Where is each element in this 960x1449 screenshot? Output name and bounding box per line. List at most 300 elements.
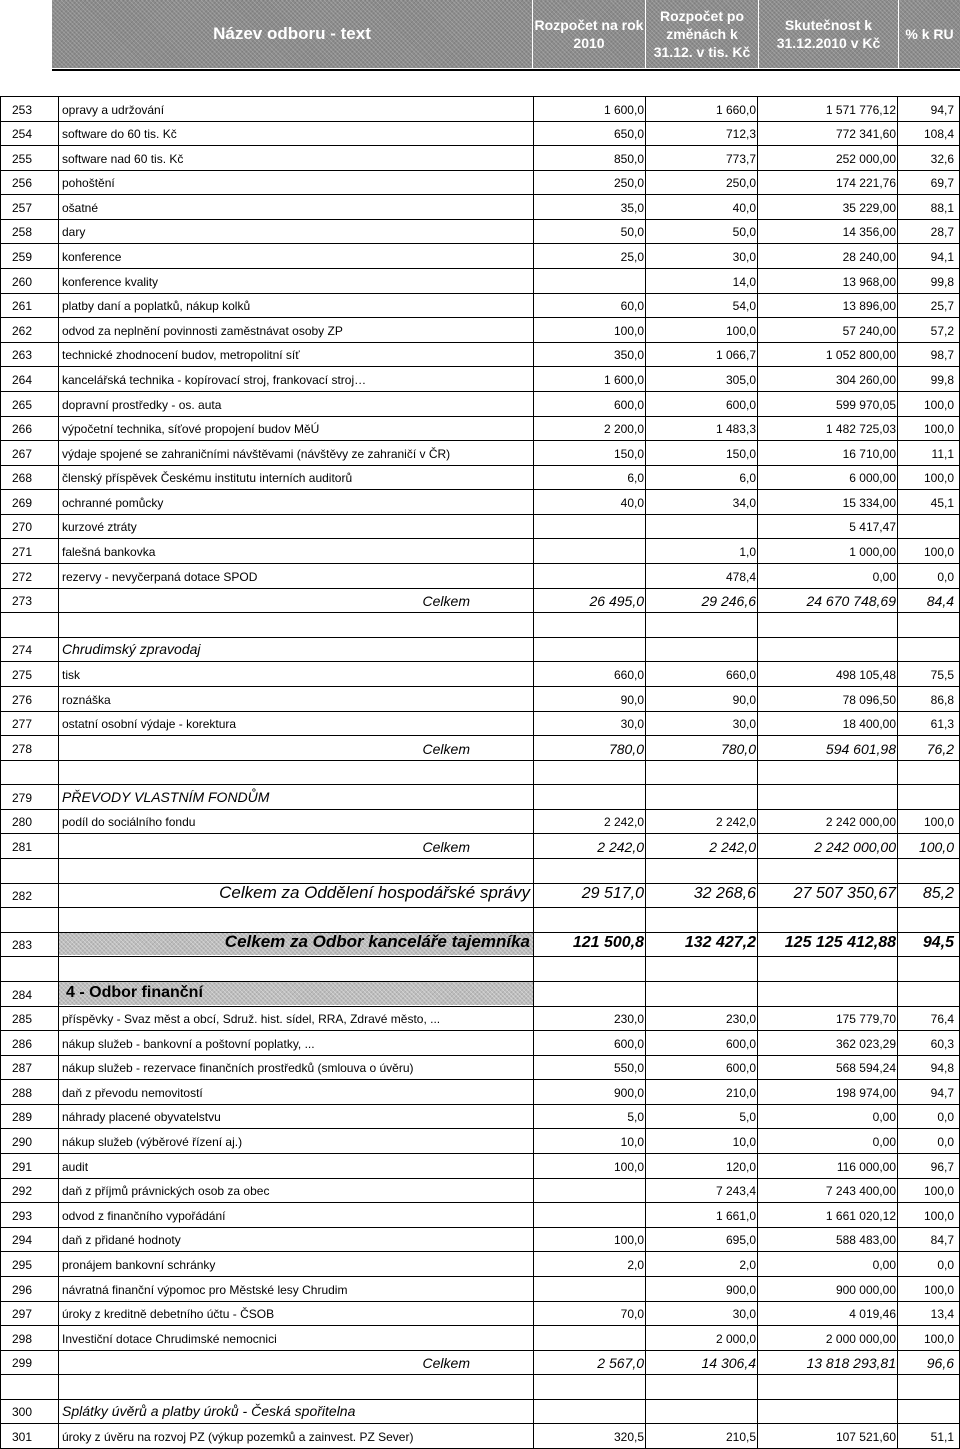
column-rule (645, 883, 646, 908)
row-rule (0, 1399, 960, 1400)
column-rule (645, 121, 646, 146)
actual-value: 35 229,00 (842, 200, 896, 215)
row-number: 290 (12, 1135, 33, 1150)
actual-value: 252 000,00 (835, 151, 896, 166)
percent-value: 99,8 (930, 372, 954, 387)
column-rule (533, 1153, 534, 1178)
row-rule (0, 760, 960, 761)
changed-budget-value: 1,0 (739, 545, 756, 560)
column-rule (533, 170, 534, 195)
actual-value: 2 242 000,00 (825, 815, 896, 830)
actual-value: 304 260,00 (835, 372, 896, 387)
changed-budget-value: 40,0 (732, 200, 756, 215)
budget-value: 2 200,0 (603, 422, 644, 437)
row-number: 296 (12, 1282, 33, 1297)
column-rule (757, 416, 758, 441)
column-rule (897, 661, 898, 686)
changed-budget-value: 132 427,2 (684, 934, 756, 952)
item-name: ochranné pomůcky (62, 495, 164, 510)
column-rule (533, 1227, 534, 1252)
row-number: 266 (12, 422, 33, 437)
column-rule (897, 711, 898, 736)
column-rule (897, 317, 898, 342)
budget-value: 550,0 (613, 1061, 644, 1076)
row-rule (0, 1153, 960, 1154)
column-rule (897, 1128, 898, 1153)
item-name: nákup služeb (výběrové řízení aj.) (62, 1135, 243, 1150)
budget-value: 50,0 (620, 225, 644, 240)
item-name: dary (62, 225, 86, 240)
changed-budget-value: 6,0 (739, 471, 756, 486)
actual-value: 0,00 (872, 1257, 896, 1272)
actual-value: 57 240,00 (842, 323, 896, 338)
column-rule (757, 907, 758, 932)
column-rule (897, 686, 898, 711)
percent-value: 28,7 (930, 225, 954, 240)
column-rule (533, 1325, 534, 1350)
column-rule (533, 588, 534, 613)
column-rule (533, 907, 534, 932)
row-rule (0, 1030, 960, 1031)
row-rule (0, 194, 960, 195)
row-number: 291 (12, 1159, 33, 1174)
column-rule (58, 96, 59, 121)
column-rule (645, 342, 646, 367)
column-rule (0, 760, 1, 785)
column-rule (645, 170, 646, 195)
actual-value: 16 710,00 (842, 446, 896, 461)
row-number: 261 (12, 299, 33, 314)
percent-value: 69,7 (930, 176, 954, 191)
changed-budget-value: 32 268,6 (693, 885, 756, 903)
item-name: Chrudimský zpravodaj (62, 641, 201, 658)
total-label: Celkem (422, 593, 470, 610)
column-rule (58, 489, 59, 514)
row-number: 278 (12, 741, 33, 756)
column-rule (757, 1251, 758, 1276)
column-rule (58, 1251, 59, 1276)
column-rule (645, 563, 646, 588)
item-name: odvod z finančního vypořádání (62, 1208, 226, 1223)
column-rule (897, 1227, 898, 1252)
budget-value: 1 600,0 (603, 102, 644, 117)
percent-value: 84,7 (930, 1233, 954, 1248)
column-rule (897, 121, 898, 146)
column-rule (645, 514, 646, 539)
row-number: 299 (12, 1356, 33, 1371)
column-rule (897, 784, 898, 809)
column-rule (58, 268, 59, 293)
column-rule (645, 1128, 646, 1153)
budget-value: 40,0 (620, 495, 644, 510)
column-rule (897, 858, 898, 883)
column-rule (58, 1128, 59, 1153)
column-rule (757, 465, 758, 490)
column-rule (757, 637, 758, 662)
actual-value: 772 341,60 (835, 127, 896, 142)
changed-budget-value: 695,0 (725, 1233, 756, 1248)
column-rule (645, 588, 646, 613)
actual-value: 1 000,00 (849, 545, 896, 560)
budget-value: 900,0 (613, 1085, 644, 1100)
column-rule (58, 145, 59, 170)
column-rule (58, 1104, 59, 1129)
percent-value: 100,0 (923, 1331, 954, 1346)
column-rule (645, 1202, 646, 1227)
column-rule (897, 342, 898, 367)
column-rule (897, 907, 898, 932)
column-rule (58, 858, 59, 883)
column-rule (533, 809, 534, 834)
percent-value: 100,0 (923, 545, 954, 560)
percent-value: 100,0 (923, 471, 954, 486)
item-name: daň z přidané hodnoty (62, 1233, 181, 1248)
column-rule (58, 661, 59, 686)
changed-budget-value: 30,0 (732, 717, 756, 732)
item-name: úroky z kreditně debetního účtu - ČSOB (62, 1307, 275, 1322)
row-rule (0, 1325, 960, 1326)
column-rule (897, 735, 898, 760)
actual-value: 4 019,46 (849, 1307, 896, 1322)
column-rule (58, 809, 59, 834)
column-rule (897, 981, 898, 1006)
column-rule (757, 440, 758, 465)
column-rule (757, 268, 758, 293)
budget-value: 70,0 (620, 1307, 644, 1322)
actual-value: 28 240,00 (842, 250, 896, 265)
budget-value: 150,0 (613, 446, 644, 461)
column-rule (897, 1153, 898, 1178)
column-rule (897, 1202, 898, 1227)
row-number: 264 (12, 372, 33, 387)
percent-value: 100,0 (923, 397, 954, 412)
column-rule (645, 1178, 646, 1203)
actual-value: 15 334,00 (842, 495, 896, 510)
budget-value: 250,0 (613, 176, 644, 191)
row-number: 273 (12, 594, 33, 609)
column-rule (897, 1079, 898, 1104)
column-rule (645, 1374, 646, 1399)
column-rule (58, 833, 59, 858)
row-number: 260 (12, 274, 33, 289)
column-rule (757, 1423, 758, 1448)
column-rule (757, 809, 758, 834)
changed-budget-value: 780,0 (720, 740, 756, 757)
column-rule (533, 1055, 534, 1080)
column-rule (58, 883, 59, 908)
row-number: 288 (12, 1085, 33, 1100)
changed-budget-value: 120,0 (725, 1159, 756, 1174)
column-rule (897, 932, 898, 957)
column-rule (897, 563, 898, 588)
actual-value: 498 105,48 (835, 667, 896, 682)
column-rule (58, 1374, 59, 1399)
column-rule (757, 342, 758, 367)
column-rule (58, 563, 59, 588)
column-rule (645, 1055, 646, 1080)
row-number: 277 (12, 717, 33, 732)
column-rule (58, 1079, 59, 1104)
changed-budget-value: 30,0 (732, 1307, 756, 1322)
item-name: ošatné (62, 200, 99, 215)
column-rule (533, 416, 534, 441)
changed-budget-value: 14 306,4 (701, 1355, 756, 1372)
column-rule (58, 391, 59, 416)
column-rule (757, 121, 758, 146)
column-rule (897, 145, 898, 170)
column-rule (757, 1128, 758, 1153)
row-number: 293 (12, 1208, 33, 1223)
row-rule (0, 1006, 960, 1007)
column-rule (0, 907, 1, 932)
column-rule (897, 1006, 898, 1031)
item-name: pohoštění (62, 176, 115, 191)
column-rule (533, 858, 534, 883)
row-rule (0, 833, 960, 834)
item-name: opravy a udržování (62, 102, 165, 117)
item-name: roznáška (62, 692, 111, 707)
column-rule (897, 1399, 898, 1424)
row-number: 289 (12, 1110, 33, 1125)
budget-value: 780,0 (608, 740, 644, 757)
column-rule (897, 514, 898, 539)
column-rule (58, 219, 59, 244)
row-rule (0, 784, 960, 785)
changed-budget-value: 50,0 (732, 225, 756, 240)
column-rule (533, 538, 534, 563)
row-number: 254 (12, 127, 33, 142)
percent-value: 60,3 (930, 1036, 954, 1051)
row-number: 263 (12, 348, 33, 363)
total-label: Celkem (422, 839, 470, 856)
percent-value: 75,5 (930, 667, 954, 682)
budget-value: 1 600,0 (603, 372, 644, 387)
row-rule (0, 1350, 960, 1351)
row-number: 282 (12, 889, 33, 904)
changed-budget-value: 2 000,0 (715, 1331, 756, 1346)
row-number: 253 (12, 102, 33, 117)
column-rule (58, 170, 59, 195)
row-rule (0, 1374, 960, 1375)
percent-value: 76,4 (930, 1012, 954, 1027)
header-rule (52, 69, 960, 71)
row-rule (0, 489, 960, 490)
column-rule (58, 342, 59, 367)
item-name: výpočetní technika, síťové propojení budov MěÚ (62, 422, 320, 437)
column-rule (533, 563, 534, 588)
column-rule (645, 1350, 646, 1375)
row-number: 272 (12, 569, 33, 584)
item-name: náhrady placené obyvatelstvu (62, 1110, 221, 1125)
percent-value: 45,1 (930, 495, 954, 510)
actual-value: 588 483,00 (835, 1233, 896, 1248)
column-rule (58, 366, 59, 391)
changed-budget-value: 54,0 (732, 299, 756, 314)
column-rule (757, 833, 758, 858)
column-rule (58, 1350, 59, 1375)
percent-value: 96,6 (926, 1355, 954, 1372)
column-rule (533, 956, 534, 981)
percent-value: 0,0 (937, 1257, 954, 1272)
column-rule (533, 661, 534, 686)
column-rule (757, 1153, 758, 1178)
changed-budget-value: 100,0 (725, 323, 756, 338)
column-rule (897, 809, 898, 834)
row-rule (0, 1104, 960, 1105)
percent-value: 0,0 (937, 569, 954, 584)
column-rule (533, 1128, 534, 1153)
column-rule (897, 637, 898, 662)
percent-value: 96,7 (930, 1159, 954, 1174)
row-rule (0, 637, 960, 638)
column-rule (58, 317, 59, 342)
actual-value: 2 000 000,00 (825, 1331, 896, 1346)
column-rule (645, 96, 646, 121)
column-rule (533, 1104, 534, 1129)
column-rule (897, 883, 898, 908)
column-rule (645, 956, 646, 981)
budget-value: 25,0 (620, 250, 644, 265)
column-rule (645, 194, 646, 219)
row-rule (0, 121, 960, 122)
column-rule (533, 612, 534, 637)
item-name: 4 - Odbor finanční (66, 983, 203, 1001)
item-name: konference (62, 250, 122, 265)
column-rule (58, 1153, 59, 1178)
column-rule (757, 96, 758, 121)
percent-value: 0,0 (937, 1135, 954, 1150)
budget-value: 60,0 (620, 299, 644, 314)
actual-value: 107 521,60 (835, 1430, 896, 1444)
column-rule (897, 1423, 898, 1448)
row-number: 292 (12, 1184, 33, 1199)
column-rule (897, 1055, 898, 1080)
column-rule (757, 883, 758, 908)
percent-value: 13,4 (930, 1307, 954, 1322)
item-name: tisk (62, 667, 80, 682)
actual-value: 7 243 400,00 (825, 1184, 896, 1199)
row-rule (0, 391, 960, 392)
percent-value: 61,3 (930, 717, 954, 732)
column-rule (533, 317, 534, 342)
column-rule (645, 1251, 646, 1276)
changed-budget-value: 29 246,6 (701, 593, 756, 610)
column-rule (897, 170, 898, 195)
column-rule (757, 735, 758, 760)
row-rule (0, 907, 960, 908)
row-number: 286 (12, 1036, 33, 1051)
row-rule (0, 465, 960, 466)
changed-budget-value: 1 661,0 (715, 1208, 756, 1223)
column-rule (533, 219, 534, 244)
column-rule (645, 711, 646, 736)
percent-value: 100,0 (923, 1208, 954, 1223)
row-number: 280 (12, 815, 33, 830)
row-rule (0, 243, 960, 244)
item-name: členský příspěvek Českému institutu interních auditorů (62, 471, 353, 486)
actual-value: 116 000,00 (836, 1159, 896, 1174)
column-rule (58, 612, 59, 637)
column-rule (897, 1325, 898, 1350)
column-rule (645, 219, 646, 244)
item-name: software nad 60 tis. Kč (62, 151, 184, 166)
column-rule (897, 1350, 898, 1375)
column-rule (757, 317, 758, 342)
column-rule (645, 317, 646, 342)
column-rule (897, 440, 898, 465)
budget-value: 100,0 (613, 1233, 644, 1248)
row-rule (0, 1227, 960, 1228)
budget-value: 660,0 (613, 667, 644, 682)
column-rule (757, 686, 758, 711)
column-rule (58, 1301, 59, 1326)
changed-budget-value: 600,0 (725, 1036, 756, 1051)
column-rule (58, 1006, 59, 1031)
budget-value: 2 242,0 (603, 815, 644, 830)
item-name: výdaje spojené se zahraničními návštěvami (návštěvy ze zahraničí v ČR) (62, 446, 451, 461)
column-rule (58, 465, 59, 490)
column-rule (757, 563, 758, 588)
column-rule (897, 268, 898, 293)
percent-value: 0,0 (937, 1110, 954, 1125)
item-name: dopravní prostředky - os. auta (62, 397, 222, 412)
budget-value: 2,0 (627, 1257, 644, 1272)
changed-budget-value: 14,0 (732, 274, 756, 289)
budget-value: 30,0 (620, 717, 644, 732)
changed-budget-value: 900,0 (725, 1282, 756, 1297)
column-rule (757, 1055, 758, 1080)
changed-budget-value: 7 243,4 (715, 1184, 756, 1199)
column-rule (533, 293, 534, 318)
column-rule (533, 1178, 534, 1203)
column-rule (757, 366, 758, 391)
row-number: 300 (12, 1405, 33, 1420)
column-rule (757, 243, 758, 268)
column-rule (757, 145, 758, 170)
column-rule (757, 170, 758, 195)
percent-value: 11,1 (931, 446, 954, 461)
column-rule (897, 489, 898, 514)
column-rule (645, 145, 646, 170)
header-name: Název odboru - text (52, 0, 532, 68)
column-rule (533, 1276, 534, 1301)
actual-value: 27 507 350,67 (793, 885, 896, 903)
changed-budget-value: 90,0 (732, 692, 756, 707)
actual-value: 78 096,50 (842, 692, 896, 707)
column-rule (58, 514, 59, 539)
actual-value: 0,00 (872, 1135, 896, 1150)
changed-budget-value: 250,0 (725, 176, 756, 191)
column-rule (757, 391, 758, 416)
row-number: 285 (12, 1012, 33, 1027)
row-number: 257 (12, 200, 33, 215)
column-rule (533, 243, 534, 268)
column-rule (897, 588, 898, 613)
column-rule (58, 1030, 59, 1055)
total-label: Celkem za Oddělení hospodářské správy (219, 883, 530, 903)
column-rule (645, 735, 646, 760)
column-rule (533, 735, 534, 760)
column-rule (0, 1374, 1, 1399)
column-rule (58, 686, 59, 711)
column-rule (897, 1276, 898, 1301)
percent-value: 86,8 (930, 692, 954, 707)
column-rule (757, 1276, 758, 1301)
column-rule (58, 121, 59, 146)
changed-budget-value: 2 242,0 (709, 839, 756, 856)
item-name: návratná finanční výpomoc pro Městské lesy Chrudim (62, 1282, 348, 1297)
actual-value: 5 417,47 (849, 520, 896, 535)
